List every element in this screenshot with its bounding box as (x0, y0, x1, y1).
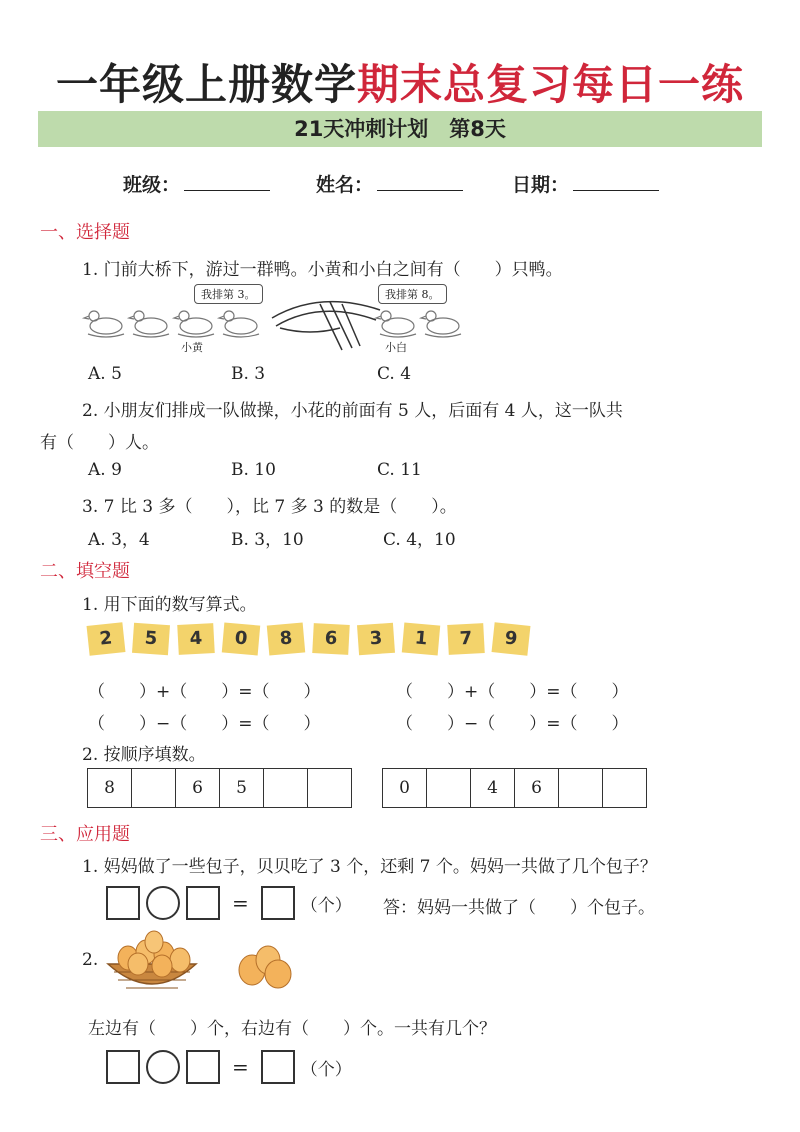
number-card: 4 (177, 623, 215, 655)
q3-text: 3. 7 比 3 多（ ），比 7 多 3 的数是（ ）。 (82, 497, 457, 517)
page-title (0, 52, 800, 112)
number-card: 2 (87, 622, 126, 656)
answer-box[interactable] (186, 1050, 220, 1084)
operator-circle[interactable] (146, 1050, 180, 1084)
section1-heading: 一、选择题 (40, 222, 130, 243)
fill-q2-text: 2. 按顺序填数。 (82, 745, 206, 765)
egg-basket-icon (104, 930, 200, 998)
sequence-cell[interactable] (132, 769, 176, 808)
q2-option-b[interactable]: B. 10 (231, 460, 276, 480)
q2-option-c[interactable]: C. 11 (377, 460, 422, 480)
q1-option-b[interactable]: B. 3 (231, 364, 266, 384)
sequence-cell[interactable] (264, 769, 308, 808)
sequence-cell[interactable]: 4 (471, 769, 515, 808)
sequence-cell[interactable] (308, 769, 352, 808)
operator-circle[interactable] (146, 886, 180, 920)
equation-boxes-1 (106, 886, 352, 920)
sequence-cell[interactable]: 0 (383, 769, 427, 808)
day-banner: 21天冲刺计划 第8天 (38, 111, 762, 147)
date-field[interactable] (512, 170, 659, 197)
q3-option-b[interactable]: B. 3，10 (231, 530, 304, 550)
section2-heading: 二、填空题 (40, 561, 130, 582)
q1-option-a[interactable]: A. 5 (88, 364, 122, 384)
answer-box[interactable] (106, 886, 140, 920)
bridge-drawing (272, 302, 380, 350)
sequence-cell[interactable]: 5 (220, 769, 264, 808)
number-card: 9 (492, 622, 531, 656)
number-card: 3 (357, 623, 395, 655)
fill-q1-text: 1. 用下面的数写算式。 (82, 595, 257, 615)
number-card: 6 (312, 623, 350, 655)
q2-text-line2: 有（ ）人。 (40, 433, 159, 453)
sequence-cell[interactable] (559, 769, 603, 808)
unit-label: （个） (300, 1059, 352, 1080)
sub-expression[interactable]: （ ）−（ ）=（ ） (396, 714, 629, 734)
equation-boxes-2 (106, 1050, 352, 1084)
label-xiaohuang: 小黄 (181, 341, 203, 354)
name-field[interactable] (316, 170, 463, 197)
sub-expression[interactable]: （ ）−（ ）=（ ） (88, 714, 321, 734)
sequence-table-1 (87, 768, 352, 808)
number-card: 8 (267, 622, 305, 655)
q3-option-c[interactable]: C. 4，10 (383, 530, 456, 550)
app-q2-text: 左边有（ ）个，右边有（ ）个。一共有几个？ (88, 1019, 496, 1039)
answer-box[interactable] (186, 886, 220, 920)
loose-eggs-icon (234, 942, 296, 990)
date-blank[interactable] (573, 172, 659, 191)
app-q2-number: 2. (82, 950, 99, 970)
sequence-cell[interactable] (603, 769, 647, 808)
name-blank[interactable] (377, 172, 463, 191)
sequence-table-2 (382, 768, 647, 808)
number-card: 7 (447, 623, 485, 655)
name-label: 姓名： (316, 174, 374, 196)
answer-box[interactable] (261, 886, 295, 920)
duck-row-left (84, 311, 259, 337)
class-blank[interactable] (184, 172, 270, 191)
answer-box[interactable] (261, 1050, 295, 1084)
bubble-left: 我排第 3。 (194, 284, 263, 304)
section3-heading: 三、应用题 (40, 824, 130, 845)
number-card: 5 (132, 623, 170, 655)
answer-sentence[interactable]: 答：妈妈一共做了（ ）个包子。 (383, 898, 655, 918)
q2-option-a[interactable]: A. 9 (88, 460, 122, 480)
add-expression[interactable]: （ ）+（ ）=（ ） (396, 682, 629, 702)
q1-option-c[interactable]: C. 4 (377, 364, 412, 384)
class-label: 班级： (123, 174, 181, 196)
answer-box[interactable] (106, 1050, 140, 1084)
title-black: 一年级上册数学 (55, 60, 357, 109)
equals-sign: = (232, 1055, 249, 1079)
duck-row-right (376, 311, 461, 337)
q2-text-line1: 2. 小朋友们排成一队做操，小花的前面有 5 人，后面有 4 人，这一队共 (82, 401, 623, 421)
class-field[interactable] (123, 170, 270, 197)
number-card: 0 (222, 622, 260, 655)
sequence-cell[interactable] (427, 769, 471, 808)
sequence-cell[interactable]: 6 (176, 769, 220, 808)
label-xiaobai: 小白 (385, 341, 407, 354)
date-label: 日期： (512, 174, 570, 196)
q1-text: 1. 门前大桥下，游过一群鸭。小黄和小白之间有（ ）只鸭。 (82, 260, 563, 280)
bubble-right: 我排第 8。 (378, 284, 447, 304)
sequence-cell[interactable]: 6 (515, 769, 559, 808)
app-q1-text: 1. 妈妈做了一些包子，贝贝吃了 3 个，还剩 7 个。妈妈一共做了几个包子？ (82, 857, 657, 877)
number-card: 1 (402, 622, 440, 655)
equals-sign: = (232, 891, 249, 915)
title-red: 期末总复习每日一练 (357, 60, 745, 109)
sequence-cell[interactable]: 8 (88, 769, 132, 808)
add-expression[interactable]: （ ）+（ ）=（ ） (88, 682, 321, 702)
q3-option-a[interactable]: A. 3，4 (88, 530, 150, 550)
unit-label: （个） (300, 895, 352, 916)
